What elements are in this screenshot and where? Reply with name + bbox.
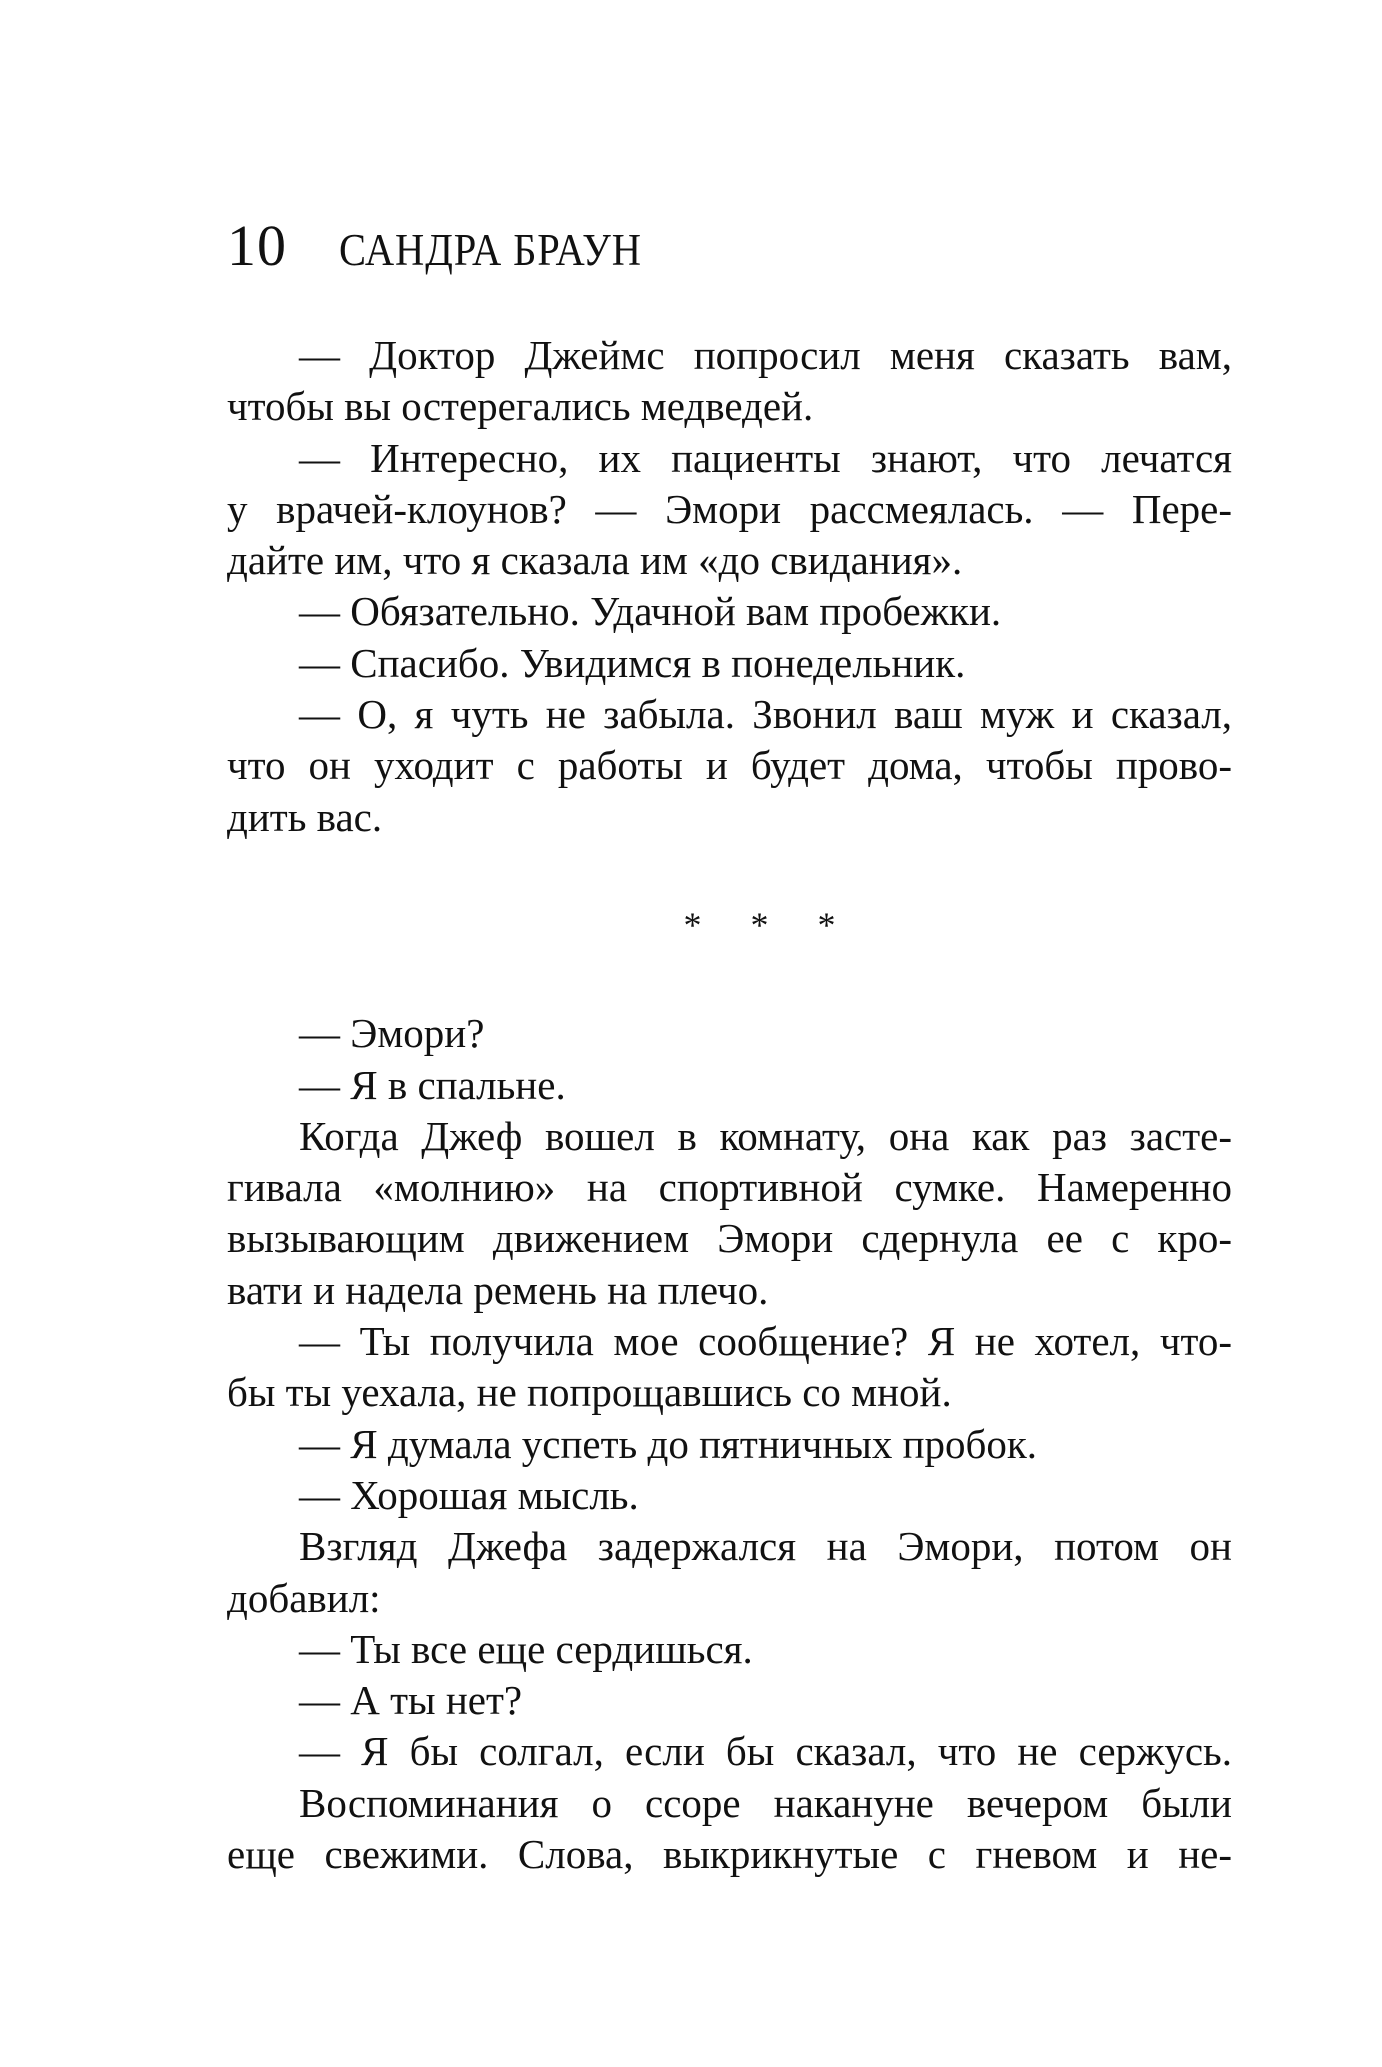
page-number: 10: [227, 213, 287, 278]
text-line: вати и надела ремень на плечо.: [227, 1266, 769, 1313]
text-line: — Обязательно. Удачной вам пробежки.: [299, 588, 1002, 635]
text-line: Когда Джеф вошел в комнату, она как раз засте-: [299, 1112, 1232, 1159]
text-line: — Ты все еще сердишься.: [299, 1625, 753, 1672]
text-line: — Интересно, их пациенты знают, что лечатся: [299, 434, 1232, 481]
text-line: — Я думала успеть до пятничных пробок.: [299, 1420, 1038, 1467]
text-line: вызывающим движением Эмори сдернула ее с кро-: [227, 1215, 1232, 1262]
text-line: бы ты уехала, не попрощавшись со мной.: [227, 1369, 952, 1416]
text-line: что он уходит с работы и будет дома, чтобы прово-: [227, 742, 1232, 789]
text-line: еще свежими. Слова, выкрикнутые с гневом и не-: [227, 1831, 1232, 1878]
text-line: — Ты получила мое сообщение? Я не хотел, что-: [299, 1318, 1232, 1365]
text-line: дайте им, что я сказала им «до свидания».: [227, 537, 963, 584]
text-line: у врачей-клоунов? — Эмори рассмеялась. — Пере-: [227, 485, 1232, 532]
text-line: — А ты нет?: [299, 1677, 523, 1724]
text-line: — Я в спальне.: [299, 1061, 566, 1108]
text-line: — Эмори?: [299, 1010, 485, 1057]
text-line: гивала «молнию» на спортивной сумке. Намеренно: [227, 1164, 1232, 1211]
text-line: — Доктор Джеймс попросил меня сказать вам,: [299, 332, 1232, 378]
running-head: [227, 212, 676, 279]
text-line: Взгляд Джефа задержался на Эмори, потом он: [299, 1523, 1232, 1570]
text-line: — Хорошая мысль.: [299, 1471, 639, 1518]
text-line: добавил:: [227, 1574, 381, 1621]
text-line: чтобы вы остерегались медведей.: [227, 383, 814, 430]
author-name: САНДРА БРАУН: [339, 225, 642, 275]
text-line: дить вас.: [227, 793, 383, 840]
text-line: — О, я чуть не забыла. Звонил ваш муж и сказал,: [299, 691, 1232, 738]
body-text: [227, 330, 1232, 1880]
text-line: — Я бы солгал, если бы сказал, что не сержусь.: [299, 1728, 1232, 1775]
text-line: — Спасибо. Увидимся в понедельник.: [299, 639, 966, 686]
text-line: Воспоминания о ссоре накануне вечером были: [299, 1779, 1232, 1826]
section-break: * * *: [683, 904, 856, 945]
